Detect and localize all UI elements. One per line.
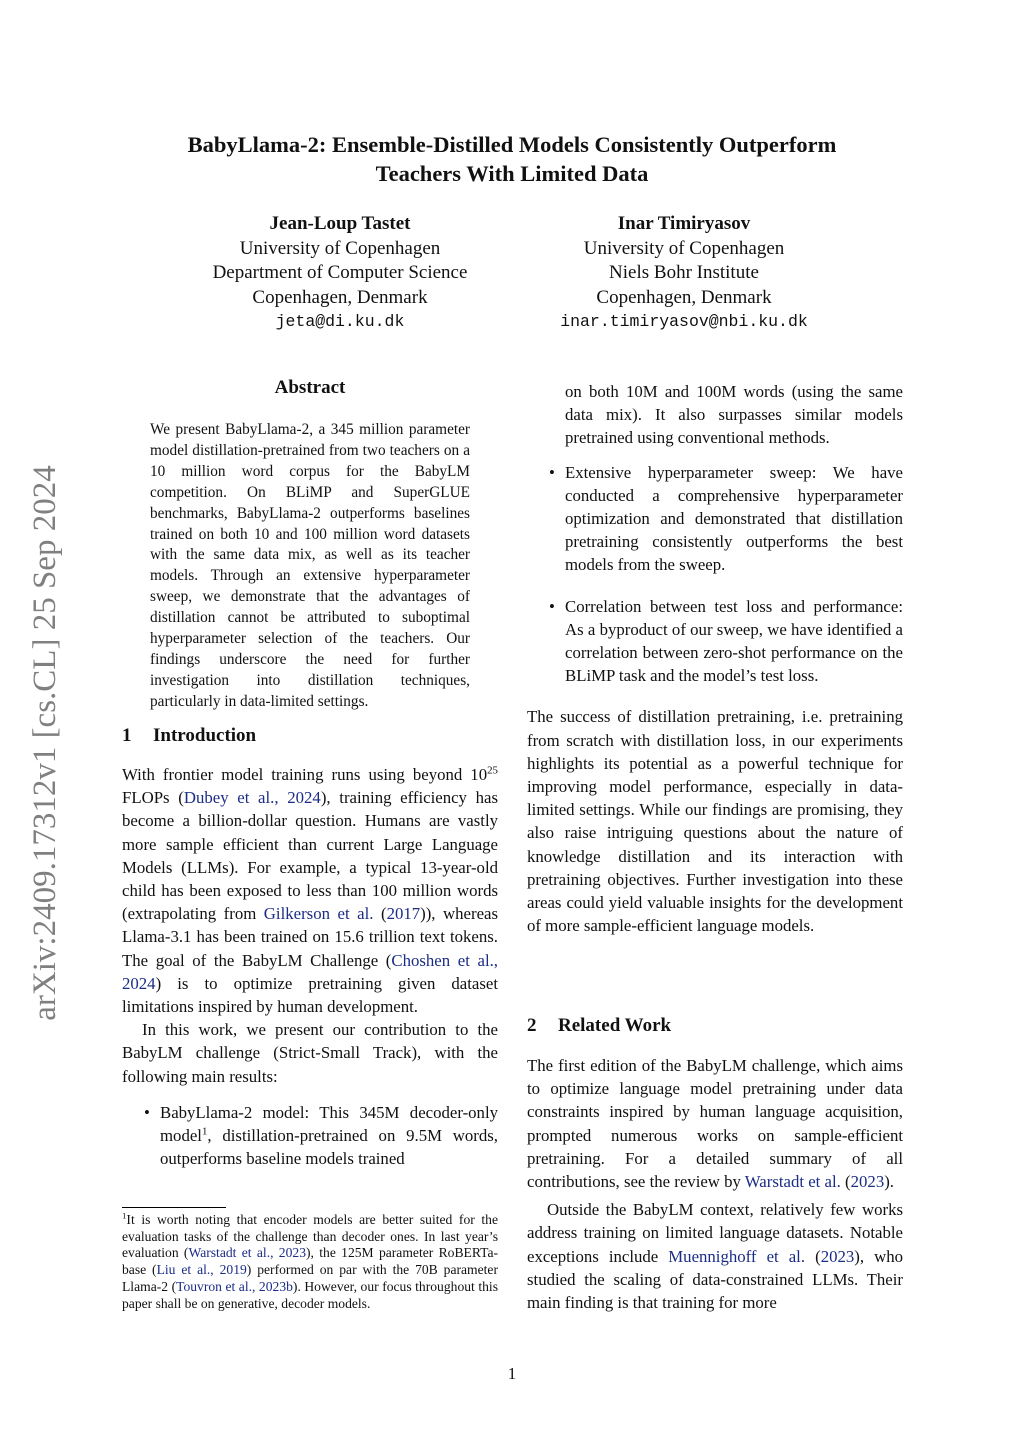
related-work-body	[527, 1054, 903, 1314]
footnote-marker[interactable]: 1	[201, 1125, 208, 1138]
related-paragraph-1: The first edition of the BabyLM challenge, which aims to optimize language model pretraining under data constraints inspired by human language acquisition, prompted numerous works on sample-efficient pretraining. For a detailed summary of all contributions, see the review by Warstadt et al. (2023).	[527, 1056, 903, 1192]
related-paragraph-2: Outside the BabyLM context, relatively few works address training on limited language datasets. Notable exceptions include Muennighoff et al. (2023), who studied the scaling of data-constrained LLMs. Their main finding is that training for more	[527, 1200, 903, 1313]
bullet-item-3: • Correlation between test loss and performance: As a byproduct of our sweep, we have identified a correlation between zero-shot performance on the BLiMP task and the model’s test loss.	[549, 596, 903, 686]
author-email[interactable]: inar.timiryasov@nbi.ku.dk	[560, 312, 808, 331]
citation-link[interactable]: Touvron et al., 2023b	[176, 1278, 293, 1294]
paper-title	[120, 130, 904, 188]
author-name: Inar Timiryasov	[617, 213, 751, 234]
section-heading-introduction	[122, 725, 256, 747]
section-title: Introduction	[153, 725, 257, 746]
citation-link[interactable]: Warstadt et al., 2023	[188, 1245, 306, 1261]
author-affiliation: University of Copenhagen	[239, 237, 441, 259]
author-block-1	[150, 212, 530, 335]
bullet-item-1-continued: on both 10M and 100M words (using the same data mix). It also surpasses similar models pretrained using conventional methods.	[565, 382, 903, 448]
title-line-1: BabyLlama-2: Ensemble-Distilled Models Consistently Outperform	[187, 132, 837, 157]
author-affiliation: University of Copenhagen	[583, 237, 785, 259]
author-location: Copenhagen, Denmark	[252, 286, 428, 308]
author-location: Copenhagen, Denmark	[596, 286, 772, 308]
footnote-1: $^1$It is worth noting that encoder models are better suited for the evaluation tasks of the challenge than decoder ones. In last year’s evaluation (Warstadt et al., 2023), the 125M parameter RoBERTa-base (Liu et al., 2019) performed on par with the 70B parameter Llama-2 (Touvron et al., 2023b). However, our focus throughout this paper shall be on generative, decoder models.	[122, 1210, 499, 1311]
intro-paragraph-2: In this work, we present our contribution to the BabyLM challenge (Strict-Small Track), with the following main results:	[122, 1020, 498, 1086]
page-number: 1	[507, 1364, 517, 1383]
citation-link[interactable]: 2023	[820, 1246, 855, 1266]
section-heading-related-work	[527, 1015, 671, 1037]
citation-link[interactable]: Choshen et al., 2024	[122, 950, 498, 993]
bullet-marker: •	[144, 1102, 150, 1122]
section-number: 1	[122, 725, 132, 746]
citation-link[interactable]: Liu et al., 2019	[156, 1262, 247, 1278]
abstract-text: We present BabyLlama-2, a 345 million parameter model distillation-pretrained from two teachers on a 10 million word corpus for the BabyLM competition. On BLiMP and SuperGLUE benchmarks, BabyLlama-2 outperforms baselines trained on both 10 and 100 million word datasets with the same data mix, as well as its teacher models. Through an extensive hyperparameter sweep, we demonstrate that the advantages of distillation cannot be attributed to suboptimal hyperparameter selection of the teachers. Our findings underscore the need for further investigation into distillation techniques, particularly in data-limited settings.	[150, 421, 470, 710]
footnote-rule	[122, 1207, 226, 1208]
citation-link[interactable]: 2023	[850, 1172, 885, 1192]
citation-link[interactable]: 2017	[386, 904, 421, 924]
intro-paragraph-3: The success of distillation pretraining, i.e. pretraining from scratch with distillation loss, in our experiments highlights its potential as a powerful technique for improving model performance, especially in data-limited settings. While our findings are promising, they also raise intriguing questions about the nature of knowledge distillation and its interaction with pretraining objectives. Further investigation into these areas could yield valuable insights for the development of more sample-efficient language models.	[527, 707, 903, 936]
author-name: Jean-Loup Tastet	[269, 213, 411, 234]
citation-link[interactable]: Gilkerson et al.	[263, 904, 374, 924]
citation-link[interactable]: Dubey et al., 2024	[183, 788, 321, 808]
bullet-marker: •	[549, 462, 555, 482]
bullet-marker: •	[549, 596, 555, 616]
right-column-body	[527, 380, 903, 937]
citation-link[interactable]: Muennighoff et al.	[668, 1246, 806, 1266]
intro-paragraph-1: With frontier model training runs using beyond $10^{25}$ FLOPs (Dubey et al., 2024), training efficiency has become a billion-dollar question. Humans are vastly more sample efficient than current Large Language Models (LLMs). For example, a typical 13-year-old child has been exposed to less than 100 million words (extrapolating from Gilkerson et al. (2017)), whereas Llama-3.1 has been trained on 15.6 trillion text tokens. The goal of the BabyLM Challenge (Choshen et al., 2024) is to optimize pretraining given dataset limitations inspired by human development.	[122, 764, 498, 1017]
section-number: 2	[527, 1015, 537, 1036]
arxiv-identifier: arXiv:2409.17312v1 [cs.CL] 25 Sep 2024	[27, 465, 63, 1021]
author-email[interactable]: jeta@di.ku.dk	[275, 312, 405, 331]
section-title: Related Work	[558, 1015, 672, 1036]
author-department: Department of Computer Science	[212, 262, 468, 283]
bullet-item-2: • Extensive hyperparameter sweep: We have conducted a comprehensive hyperparameter optimization and demonstrated that distillation pretraining consistently outperforms the best models from the sweep.	[549, 462, 903, 575]
author-block-2	[494, 212, 874, 335]
abstract-heading: Abstract	[274, 377, 346, 398]
title-line-2: Teachers With Limited Data	[375, 161, 649, 186]
left-column-body	[122, 763, 498, 1170]
author-department: Niels Bohr Institute	[609, 262, 759, 283]
citation-link[interactable]: Warstadt et al.	[744, 1172, 841, 1192]
bullet-item-1: • BabyLlama-2 model: This 345M decoder-only model$^1$, distillation-pretrained on 9.5M words, outperforms baseline models trained	[144, 1102, 498, 1169]
